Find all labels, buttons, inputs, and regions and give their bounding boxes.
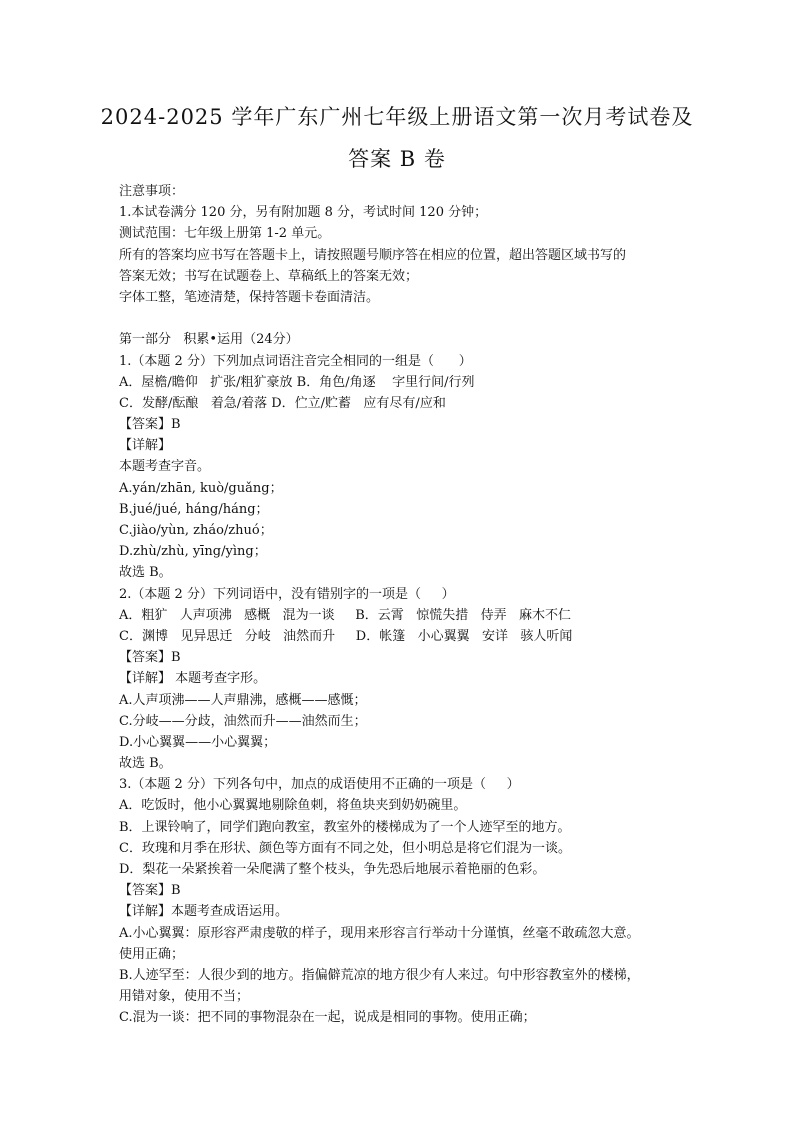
question-2-explanation: 【详解】 本题考查字形。 xyxy=(119,671,267,687)
question-3-stem: 3.（本题 2 分）下列各句中，加点的成语使用不正确的一项是（ ） xyxy=(119,777,520,793)
notice-item: 答案无效；书写在试题卷上、草稿纸上的答案无效； xyxy=(119,268,419,284)
question-2-conclusion: 故选 B。 xyxy=(119,756,172,772)
notice-item: 字体工整，笔迹清楚，保持答题卡卷面清洁。 xyxy=(119,289,380,305)
question-3-explanation: 【详解】本题考查成语运用。 xyxy=(119,904,289,920)
section-heading: 第一部分 积累•运用（24分） xyxy=(119,332,299,348)
question-3-explanation: C.混为一谈：把不同的事物混杂在一起，说成是相同的事物。使用正确； xyxy=(119,1010,536,1026)
question-3-option: D．梨花一朵紧挨着一朵爬满了整个枝头，争先恐后地展示着艳丽的色彩。 xyxy=(119,862,546,877)
question-1-explanation: 本题考查字音。 xyxy=(119,459,211,475)
question-3-explanation: 用错对象，使用不当； xyxy=(119,989,250,1005)
question-2-explanation: A.人声项沸——人声鼎沸，感概——感慨； xyxy=(119,692,367,708)
blank-line xyxy=(119,308,684,329)
notice-item: 所有的答案均应书写在答题卡上，请按照题号顺序答在相应的位置，超出答题区域书写的 xyxy=(119,247,627,263)
question-3-explanation: B.人迹罕至：人很少到的地方。指偏僻荒凉的地方很少有人来过。句中形容教室外的楼梯， xyxy=(119,967,640,983)
document-title-line-1: 2024-2025 学年广东广州七年级上册语文第一次月考试卷及 xyxy=(100,105,694,129)
question-3-explanation: A.小心翼翼：原形容严肃虔敬的样子，现用来形容言行举动十分谨慎，丝毫不敢疏忽大意。 xyxy=(119,925,640,941)
question-1-answer: 【答案】B xyxy=(119,417,181,433)
notice-heading: 注意事项： xyxy=(119,184,185,199)
question-2-answer: 【答案】B xyxy=(119,650,181,666)
question-2-options: A．粗犷 人声项沸 感概 混为一谈 B．云霄 惊慌失措 侍弄 麻木不仁 xyxy=(119,607,571,623)
question-1-stem: 1.（本题 2 分）下列加点词语注音完全相同的一组是（ ） xyxy=(119,353,472,369)
question-3-option: C．玫瑰和月季在形状、颜色等方面有不同之处，但小明总是将它们混为一谈。 xyxy=(119,840,571,856)
question-1-explanation: D.zhù/zhù, yīng/yìng； xyxy=(119,544,267,560)
notice-item: 1.本试卷满分 120 分，另有附加题 8 分，考试时间 120 分钟； xyxy=(119,205,488,221)
question-2-explanation: D.小心翼翼——小心翼翼； xyxy=(119,734,277,750)
question-1-explanation: A.yán/zhān, kuò/guǎng； xyxy=(119,480,283,496)
document-title-line-2: 答案 B 卷 xyxy=(348,147,446,171)
question-1-explanation-heading: 【详解】 xyxy=(119,438,172,454)
question-1-options: A．屋檐/瞻仰 扩张/粗犷豪放 B．角色/角逐 字里行间/行列 xyxy=(119,374,475,390)
question-3-answer: 【答案】B xyxy=(119,883,181,899)
question-2-explanation: C.分岐——分歧，油然而升——油然而生； xyxy=(119,713,367,729)
notice-item: 测试范围：七年级上册第 1-2 单元。 xyxy=(119,226,331,242)
question-1-explanation: B.jué/jué, háng/háng； xyxy=(119,501,269,517)
document-body xyxy=(119,181,684,1029)
question-2-stem: 2.（本题 2 分）下列词语中，没有错别字的一项是（ ） xyxy=(119,586,455,602)
question-1-conclusion: 故选 B。 xyxy=(119,565,172,581)
question-2-options: C．渊博 见异思迁 分岐 油然而升 D．帐篷 小心翼翼 安详 骇人听闻 xyxy=(119,628,573,644)
question-1-options: C．发酵/酝酿 着急/着落 D．伫立/贮蓄 应有尽有/应和 xyxy=(119,395,446,411)
question-1-explanation: C.jiào/yùn, zháo/zhuó； xyxy=(119,523,273,538)
question-3-option: A．吃饭时，他小心翼翼地剔除鱼刺，将鱼块夹到奶奶碗里。 xyxy=(119,798,467,814)
question-3-option: B．上课铃响了，同学们跑向教室，教室外的楼梯成为了一个人迹罕至的地方。 xyxy=(119,819,571,835)
question-3-explanation: 使用正确； xyxy=(119,946,185,962)
